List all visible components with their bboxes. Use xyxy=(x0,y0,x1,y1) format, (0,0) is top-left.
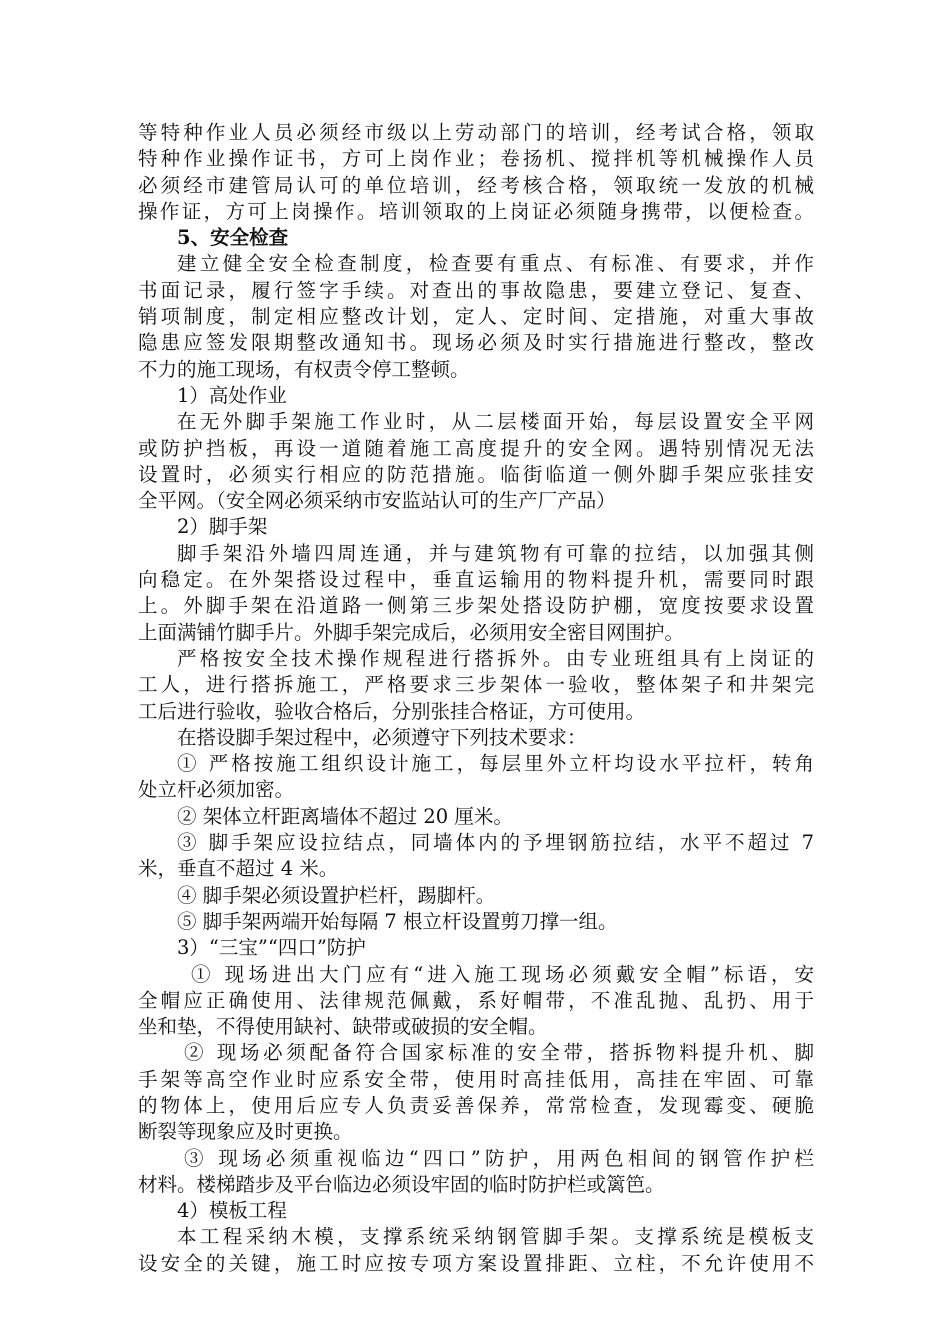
text-line: 全帽应正确使用、法律规范佩戴，系好帽带，不准乱抛、乱扔、用于 xyxy=(138,988,814,1012)
text-line: 全平网。（安全网必须采纳市安监站认可的生产厂产品） xyxy=(138,489,616,513)
text-line: 不力的施工现场，有权责令停工整顿。 xyxy=(138,357,470,381)
text-line: 建立健全安全检查制度，检查要有重点、有标准、有要求，并作 xyxy=(177,252,814,276)
list-item: ② 现场必须配备符合国家标准的安全带，搭拆物料提升机、脚 xyxy=(184,1041,814,1065)
text-line: 或防护挡板，再设一道随着施工高度提升的安全网。遇特别情况无法 xyxy=(138,436,814,460)
list-item: ① 严格按施工组织设计施工，每层里外立杆均设水平拉杆，转角 xyxy=(177,752,814,776)
subsection-heading: 2）脚手架 xyxy=(177,515,268,539)
text-line: 手架等高空作业时应系安全带，使用时高挂低用，高挂在牢固、可靠 xyxy=(138,1067,814,1091)
text-line: 向稳定。在外架搭设过程中，垂直运输用的物料提升机，需要同时跟 xyxy=(138,568,814,592)
list-item: ③ 现场必须重视临边“四口”防护，用两色相间的钢管作护栏 xyxy=(184,1146,814,1170)
text-line: 工后进行验收，验收合格后，分别张挂合格证，方可使用。 xyxy=(138,699,646,723)
text-line: 隐患应签发限期整改通知书。现场必须及时实行措施进行整改，整改 xyxy=(138,331,814,355)
text-line: 等特种作业人员必须经市级以上劳动部门的培训，经考试合格，领取 xyxy=(138,121,814,144)
text-line: 设安全的关键，施工时应按专项方案设置排距、立柱，不允许使用不 xyxy=(138,1251,814,1275)
text-line: 上面满铺竹脚手片。外脚手架完成后，必须用安全密目网围护。 xyxy=(138,620,685,644)
text-line: 本工程采纳木模，支撑系统采纳钢管脚手架。支撑系统是模板支 xyxy=(177,1225,814,1249)
text-line: 米，垂直不超过 4 米。 xyxy=(138,857,339,881)
text-line: 必须经市建管局认可的单位培训，经考核合格，领取统一发放的机械 xyxy=(138,173,814,197)
text-line: 上。外脚手架在沿道路一侧第三步架处搭设防护棚，宽度按要求设置 xyxy=(138,594,814,618)
subsection-heading: 4）模板工程 xyxy=(177,1199,287,1223)
text-line: 断裂等现象应及时更换。 xyxy=(138,1120,353,1144)
list-item: ④ 脚手架必须设置护栏杆，踢脚杆。 xyxy=(177,883,496,907)
section-heading: 5、安全检查 xyxy=(177,226,289,250)
text-line: 在搭设脚手架过程中，必须遵守下列技术要求： xyxy=(177,725,587,749)
text-line: 坐和垫，不得使用缺衬、缺带或破损的安全帽。 xyxy=(138,1015,548,1039)
subsection-heading: 1）高处作业 xyxy=(177,383,287,407)
text-line: 工人，进行搭拆施工，严格要求三步架体一验收，整体架子和井架完 xyxy=(138,673,814,697)
text-line: 处立杆必须加密。 xyxy=(138,778,295,802)
list-item: ③ 脚手架应设拉结点，同墙体内的予埋钢筋拉结，水平不超过 7 xyxy=(177,831,814,855)
list-item: ⑤ 脚手架两端开始每隔 7 根立杆设置剪刀撑一组。 xyxy=(177,909,618,933)
text-line: 销项制度，制定相应整改计划，定人、定时间、定措施，对重大事故 xyxy=(138,305,814,329)
list-item: ② 架体立杆距离墙体不超过 20 厘米。 xyxy=(177,804,513,828)
subsection-heading: 3）“三宝”“四口”防护 xyxy=(177,936,366,960)
text-line: 材料。楼梯踏步及平台临边必须设牢固的临时防护栏或篱笆。 xyxy=(138,1172,665,1196)
text-line: 脚手架沿外墙四周连通，并与建筑物有可靠的拉结，以加强其侧 xyxy=(177,541,814,565)
text-line: 的物体上，使用后应专人负责妥善保养，常常检查，发现霉变、硬脆 xyxy=(138,1093,814,1117)
document-body xyxy=(138,120,814,1277)
text-line: 设置时，必须实行相应的防范措施。临街临道一侧外脚手架应张挂安 xyxy=(138,462,814,486)
text-line: 严格按安全技术操作规程进行搭拆外。由专业班组具有上岗证的 xyxy=(177,646,814,670)
list-item: ① 现场进出大门应有“进入施工现场必须戴安全帽”标语，安 xyxy=(191,962,814,986)
text-line: 书面记录，履行签字手续。对查出的事故隐患，要建立登记、复查、 xyxy=(138,278,814,302)
text-line: 特种作业操作证书，方可上岗作业；卷扬机、搅拌机等机械操作人员 xyxy=(138,147,814,171)
text-line: 操作证，方可上岗操作。培训领取的上岗证必须随身携带，以便检查。 xyxy=(138,199,814,223)
text-line: 在无外脚手架施工作业时，从二层楼面开始，每层设置安全平网 xyxy=(177,410,814,434)
